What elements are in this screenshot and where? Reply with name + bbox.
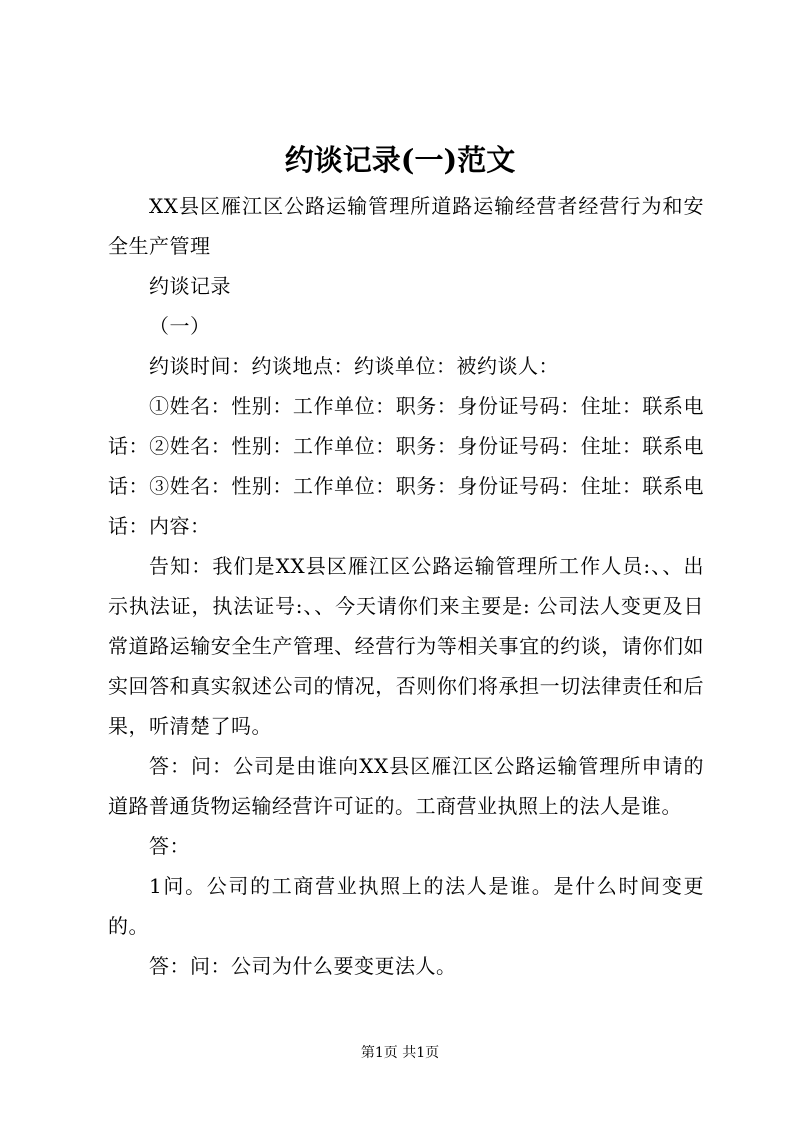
document-title: 约谈记录(一)范文 <box>284 143 516 177</box>
paragraph-question-1: 答：问：公司是由谁向XX县区雁江区公路运输管理所申请的道路普通货物运输经营许可证的。工商营业执照上的法人是谁。 <box>108 754 704 818</box>
paragraph-section-number: （一） <box>149 314 211 338</box>
paragraph-meeting-info: 约谈时间：约谈地点：约谈单位：被约谈人： <box>149 354 559 378</box>
paragraph-answer: 答： <box>149 834 190 858</box>
paragraph-record-label: 约谈记录 <box>149 274 231 298</box>
page-footer: 第1页 共1页 <box>360 1045 440 1061</box>
paragraph-question-3: 答：问：公司为什么要变更法人。 <box>149 954 457 978</box>
paragraph-notice: 告知：我们是XX县区雁江区公路运输管理所工作人员:、、出示执法证，执法证号:、、今天请你们来主要是: 公司法人变更及日常道路运输安全生产管理、经营行为等相关事宜的约谈，请你们如实回答和真实叙述公司的情况，否则你们将承担一切法律责任和后果，听清楚了吗。 <box>108 554 704 738</box>
paragraph-heading-org: XX县区雁江区公路运输管理所道路运输经营者经营行为和安全生产管理 <box>108 194 704 258</box>
paragraph-question-2: 1问。公司的工商营业执照上的法人是谁。是什么时间变更的。 <box>108 874 704 938</box>
document-body <box>108 186 704 986</box>
paragraph-participants: ①姓名：性别：工作单位：职务：身份证号码：住址：联系电话：②姓名：性别：工作单位：职务：身份证号码：住址：联系电话：③姓名：性别：工作单位：职务：身份证号码：住址：联系电话：内容： <box>108 394 704 538</box>
